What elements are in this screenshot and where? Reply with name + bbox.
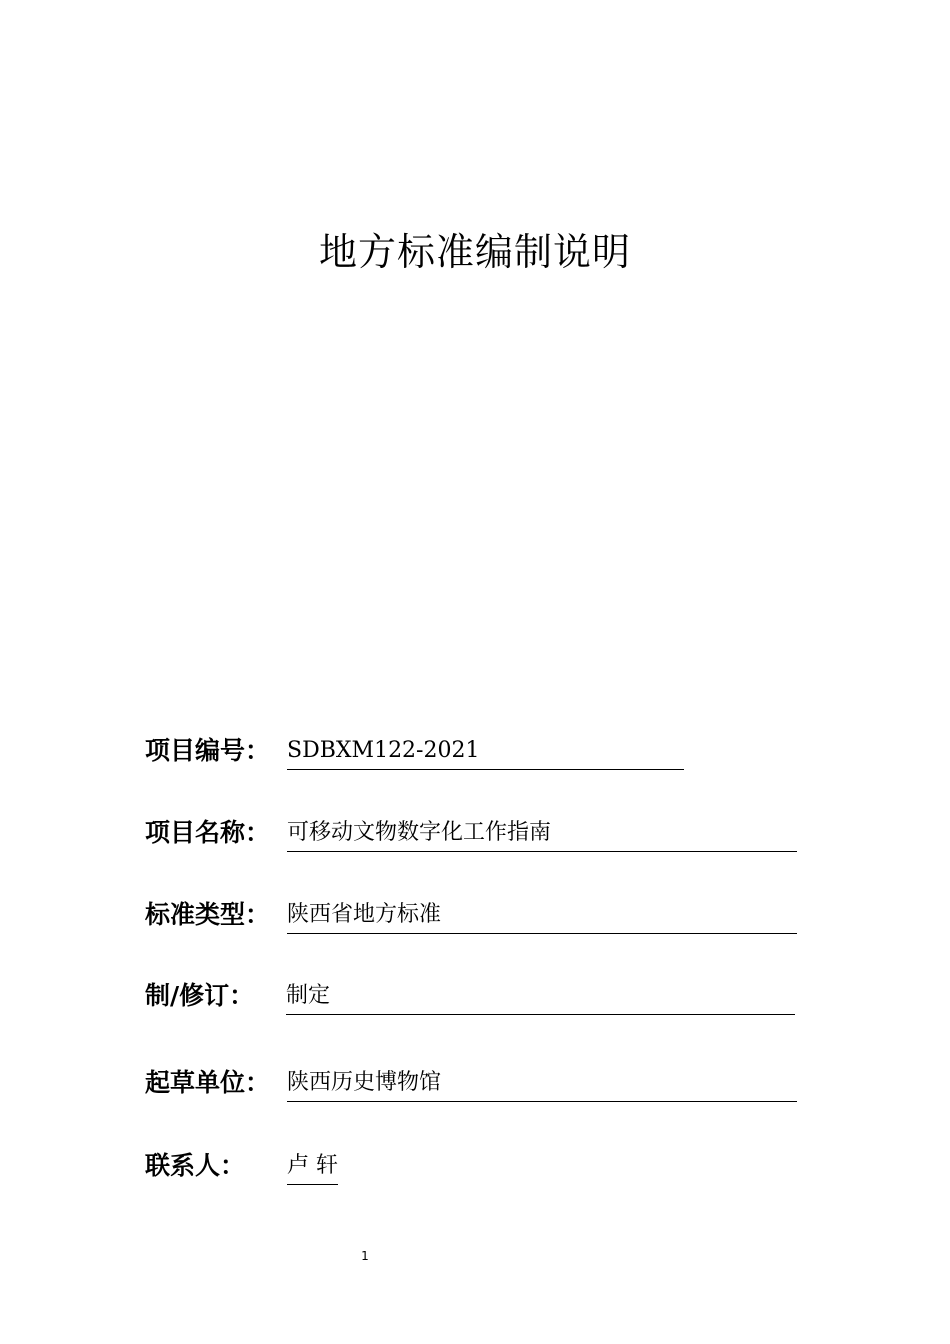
field-project-number-value: SDBXM122-2021 — [287, 733, 684, 770]
field-contact-value: 卢 轩 — [287, 1148, 338, 1185]
field-standard-type-label: 标准类型： — [145, 900, 271, 929]
field-contact-label: 联系人： — [145, 1151, 246, 1180]
field-project-name-value: 可移动文物数字化工作指南 — [287, 815, 797, 852]
field-standard-type-value: 陕西省地方标准 — [287, 897, 797, 934]
field-project-name-label: 项目名称： — [145, 818, 271, 847]
field-project-number-label: 项目编号： — [145, 736, 271, 765]
field-revision-label: 制/修订： — [145, 981, 255, 1010]
document-title: 地方标准编制说明 — [318, 230, 631, 274]
page-number: 1 — [361, 1249, 369, 1263]
field-drafting-unit-value: 陕西历史博物馆 — [287, 1065, 797, 1102]
field-revision-value: 制定 — [286, 978, 795, 1015]
field-drafting-unit-label: 起草单位： — [145, 1068, 271, 1097]
